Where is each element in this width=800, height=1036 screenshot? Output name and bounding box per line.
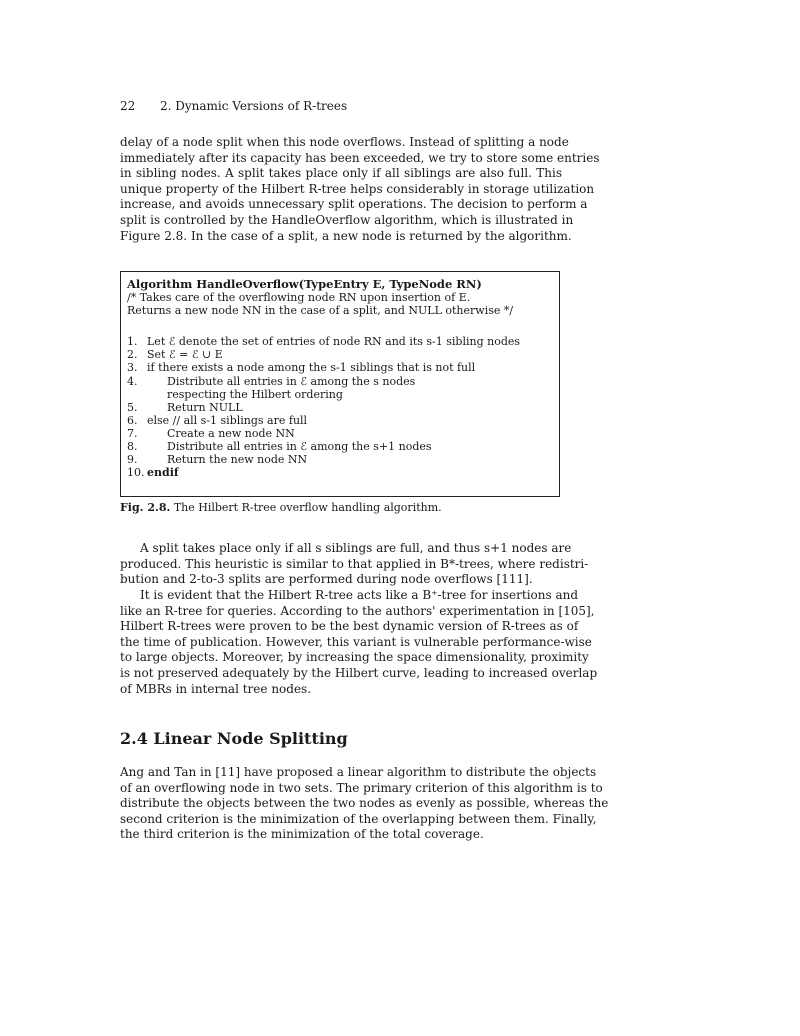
figure-caption-text: The Hilbert R-tree overflow handling algorithm. [173, 501, 442, 514]
step-number: 9. [127, 453, 138, 467]
step-text: Return the new node NN [167, 453, 308, 467]
algorithm-step [127, 361, 553, 374]
text-line: second criterion is the minimization of the overlapping between them. Finally, [120, 811, 597, 826]
text-line: split is controlled by the HandleOverflow algorithm, which is illustrated in [120, 212, 574, 227]
paragraph-overflow-intro [120, 135, 600, 244]
step-number: 10. [127, 466, 145, 480]
step-text: Set ℰ = ℰ ∪ E [147, 348, 223, 362]
text-line: increase, and avoids unnecessary split operations. The decision to perform a [120, 197, 588, 212]
spacer [127, 317, 553, 335]
algorithm-box [120, 271, 560, 497]
paragraph-hilbert-evaluation [120, 588, 598, 697]
figure-caption [120, 501, 442, 514]
step-text: Return NULL [167, 400, 243, 414]
chapter-title: 2. Dynamic Versions of R-trees [160, 99, 348, 113]
text-line: immediately after its capacity has been exceeded, we try to store some entries [120, 150, 600, 165]
text-line: the third criterion is the minimization of the total coverage. [120, 827, 484, 842]
algorithm-step [127, 335, 553, 348]
text-line: in sibling nodes. A split takes place only if all siblings are also full. This [120, 166, 562, 181]
text-line: to large objects. Moreover, by increasing the space dimensionality, proximity [120, 650, 589, 665]
text-line: Figure 2.8. In the case of a split, a new node is returned by the algorithm. [120, 228, 572, 243]
step-text: else // all s-1 siblings are full [147, 413, 308, 427]
step-number: 2. [127, 348, 138, 362]
algorithm-step [127, 388, 553, 401]
section-heading: 2.4 Linear Node Splitting [120, 729, 348, 748]
text-line: unique property of the Hilbert R-tree helps considerably in storage utilization [120, 181, 595, 196]
step-text: Create a new node NN [167, 426, 295, 440]
algorithm-comment: /* Takes care of the overflowing node RN upon insertion of E. [127, 291, 471, 305]
running-header [120, 99, 347, 113]
text-line: Hilbert R-trees were proven to be the best dynamic version of R-trees as of [120, 619, 579, 634]
step-number: 3. [127, 361, 138, 375]
step-number: 4. [127, 374, 138, 388]
text-line: A split takes place only if all s siblings are full, and thus s+1 nodes are [140, 541, 572, 555]
text-line: of MBRs in internal tree nodes. [120, 681, 312, 696]
step-text: respecting the Hilbert ordering [167, 387, 343, 401]
step-text: endif [147, 466, 179, 480]
page-number: 22 [120, 99, 136, 113]
algorithm-step [127, 348, 553, 361]
paragraph-linear-splitting [120, 765, 609, 843]
text-line: the time of publication. However, this variant is vulnerable performance-wise [120, 634, 592, 649]
algorithm-step [127, 427, 553, 440]
step-number: 6. [127, 413, 138, 427]
step-text: Distribute all entries in ℰ among the s nodes [167, 374, 416, 388]
text-line: like an R-tree for queries. According to the authors' experimentation in [105], [120, 603, 595, 618]
step-text: Let ℰ denote the set of entries of node RN and its s-1 sibling nodes [147, 335, 521, 349]
text-line: It is evident that the Hilbert R-tree acts like a B⁺-tree for insertions and [140, 588, 579, 602]
paragraph-split-heuristic [120, 541, 589, 588]
algorithm-step [127, 453, 553, 466]
algorithm-step [127, 440, 553, 453]
text-line: produced. This heuristic is similar to that applied in B*-trees, where redistri- [120, 556, 589, 571]
algorithm-title: Algorithm HandleOverflow(TypeEntry E, TypeNode RN) [127, 277, 482, 291]
step-number: 1. [127, 335, 138, 349]
text-line: is not preserved adequately by the Hilbert curve, leading to increased overlap [120, 665, 598, 680]
text-line: distribute the objects between the two nodes as evenly as possible, whereas the [120, 796, 609, 811]
text-line: Ang and Tan in [11] have proposed a linear algorithm to distribute the objects [120, 765, 597, 779]
text-line: delay of a node split when this node overflows. Instead of splitting a node [120, 135, 569, 149]
step-text: if there exists a node among the s-1 siblings that is not full [147, 361, 476, 375]
step-number: 8. [127, 440, 138, 454]
step-text: Distribute all entries in ℰ among the s+1 nodes [167, 440, 432, 454]
text-line: of an overflowing node in two sets. The primary criterion of this algorithm is to [120, 780, 603, 795]
algorithm-step [127, 375, 553, 388]
text-line: bution and 2-to-3 splits are performed during node overflows [111]. [120, 572, 533, 587]
step-number: 7. [127, 426, 138, 440]
algorithm-comment: Returns a new node NN in the case of a split, and NULL otherwise */ [127, 304, 514, 318]
algorithm-step [127, 414, 553, 427]
figure-label: Fig. 2.8. [120, 501, 171, 514]
algorithm-step [127, 401, 553, 414]
algorithm-step [127, 466, 553, 479]
step-number: 5. [127, 400, 138, 414]
